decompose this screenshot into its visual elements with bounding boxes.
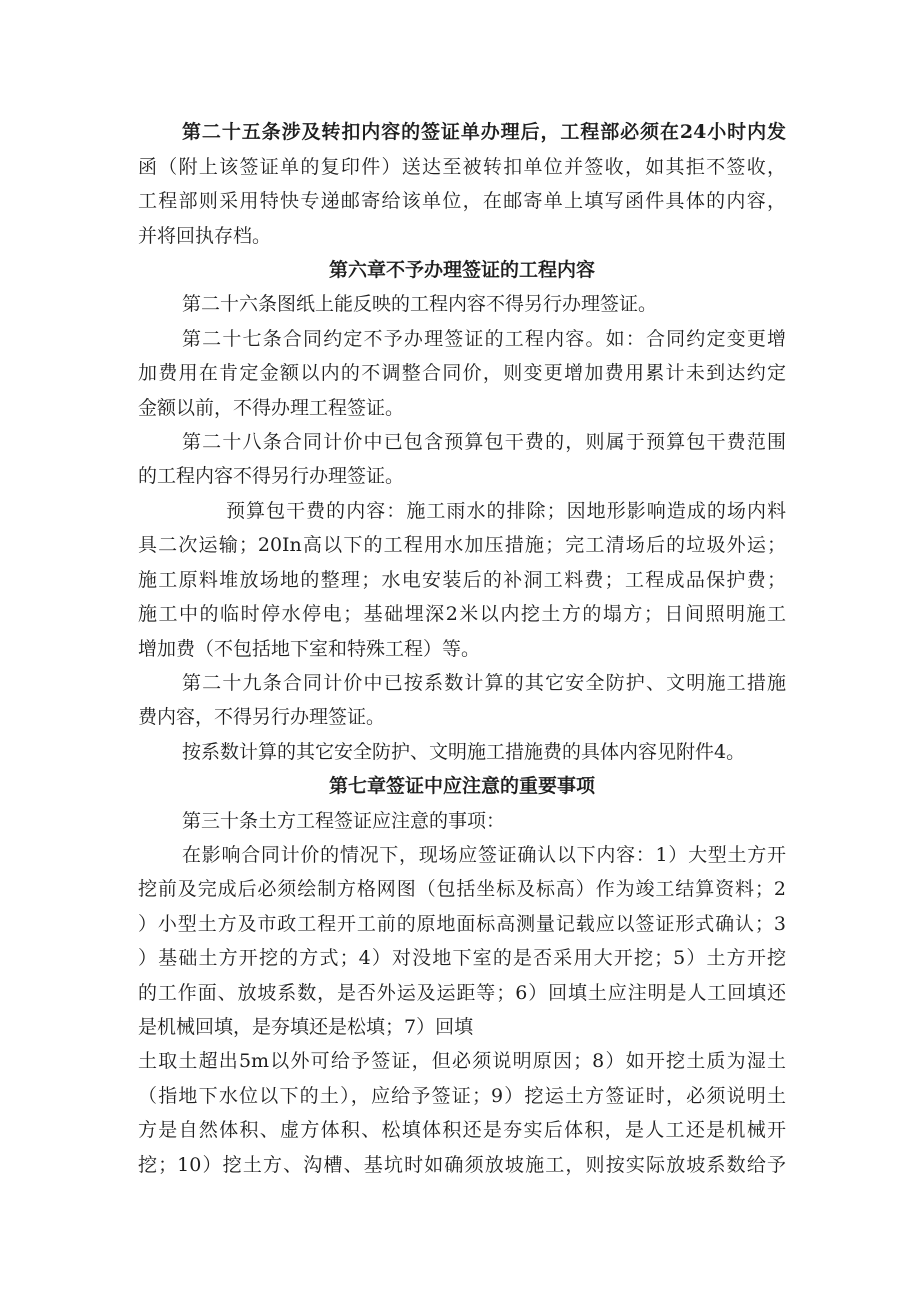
article-26-line-1: 第二十六条图纸上能反映的工程内容不得另行办理签证。 xyxy=(182,293,658,315)
budget-content-line-3: 施工原料堆放场地的整理；水电安装后的补洞工料费；工程成品保护费； xyxy=(138,569,786,591)
article-27-line-1: 第二十七条合同约定不予办理签证的工程内容。如：合同约定变更增 xyxy=(182,328,786,350)
chapter-6-heading: 第六章不予办理签证的工程内容 xyxy=(328,259,595,281)
chapter-7-heading: 第七章签证中应注意的重要事项 xyxy=(328,775,595,797)
article-25-line-4: 并将回执存档。 xyxy=(138,225,272,247)
earthwork-line-5: 的工作面、放坡系数，是否外运及运距等；6）回填土应注明是人工回填还 xyxy=(138,982,786,1004)
article-27-line-2: 加费用在肯定金额以内的不调整合同价，则变更增加费用累计未到达约定 xyxy=(138,362,786,384)
attachment-note: 按系数计算的其它安全防护、文明施工措施费的具体内容见附件4。 xyxy=(182,741,746,763)
earthwork-line-10: 挖；10）挖土方、沟槽、基坑时如确须放坡施工，则按实际放坡系数给予 xyxy=(138,1154,786,1176)
earthwork-line-8: （指地下水位以下的土），应给予签证；9）挖运土方签证时，必须说明土 xyxy=(138,1085,786,1107)
earthwork-line-3: ）小型土方及市政工程开工前的原地面标高测量记载应以签证形式确认；3 xyxy=(138,913,786,935)
earthwork-line-9: 方是自然体积、虚方体积、松填体积还是夯实后体积，是人工还是机械开 xyxy=(138,1119,786,1141)
article-25-line-2: 函（附上该签证单的复印件）送达至被转扣单位并签收，如其拒不签收， xyxy=(138,156,786,178)
article-29-line-1: 第二十九条合同计价中已按系数计算的其它安全防护、文明施工措施 xyxy=(182,672,786,694)
budget-content-line-4: 施工中的临时停水停电；基础埋深2米以内挖土方的塌方；日间照明施工 xyxy=(138,603,786,625)
earthwork-line-2: 挖前及完成后必须绘制方格网图（包括坐标及标高）作为竣工结算资料；2 xyxy=(138,878,786,900)
earthwork-line-4: ）基础土方开挖的方式；4）对没地下室的是否采用大开挖；5）土方开挖 xyxy=(138,947,786,969)
article-25-line-3: 工程部则采用特快专递邮寄给该单位，在邮寄单上填写函件具体的内容， xyxy=(138,190,786,212)
article-27-line-3: 金额以前，不得办理工程签证。 xyxy=(138,397,405,419)
earthwork-line-7: 土取土超出5m以外可给予签证，但必须说明原因；8）如开挖土质为湿土 xyxy=(138,1050,786,1072)
article-28-line-1: 第二十八条合同计价中已包含预算包干费的，则属于预算包干费范围 xyxy=(182,431,786,453)
budget-content-line-1: 预算包干费的内容：施工雨水的排除；因地形影响造成的场内料 xyxy=(226,500,786,522)
article-30-title: 第三十条土方工程签证应注意的事项： xyxy=(182,810,506,832)
earthwork-line-1: 在影响合同计价的情况下，现场应签证确认以下内容：1）大型土方开 xyxy=(182,844,786,866)
earthwork-line-6: 是机械回填，是夯填还是松填；7）回填 xyxy=(138,1016,474,1038)
budget-content-line-5: 增加费（不包括地下室和特殊工程）等。 xyxy=(138,638,481,660)
article-29-line-2: 费内容，不得另行办理签证。 xyxy=(138,706,386,728)
article-25-line-1: 第二十五条涉及转扣内容的签证单办理后，工程部必须在24小时内发 xyxy=(182,121,786,143)
budget-content-line-2: 具二次运输；20In高以下的工程用水加压措施；完工清场后的垃圾外运； xyxy=(138,534,786,556)
article-28-line-2: 的工程内容不得另行办理签证。 xyxy=(138,465,405,487)
